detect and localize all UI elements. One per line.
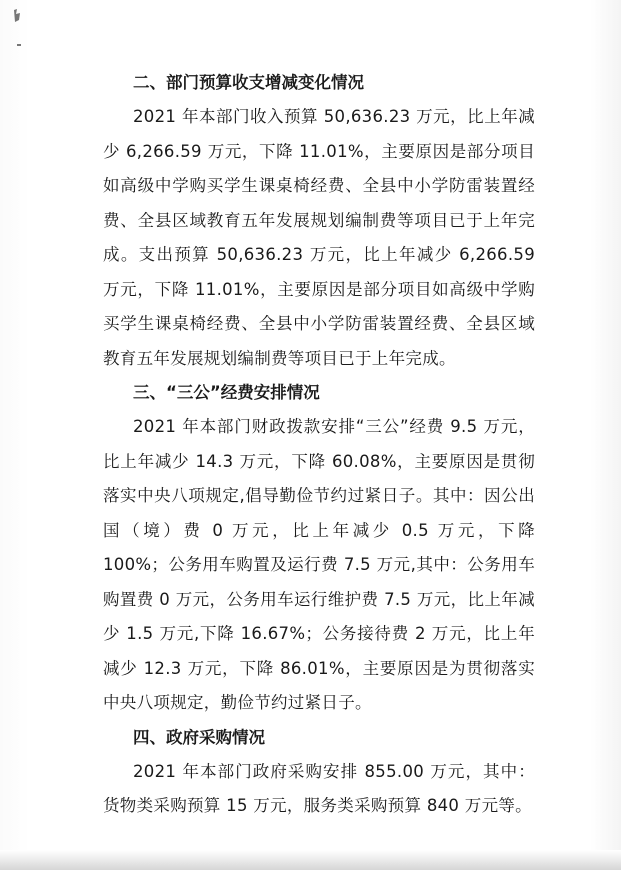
section-body-three-public-expenses: 2021 年本部门财政拨款安排“三公”经费 9.5 万元，比上年减少 14.3 万元，下降 60.08%，主要原因是贯彻落实中央八项规定,倡导勤俭节约过紧日子。其中：因公出国（境）费 0 万元，比上年减少 0.5 万元，下降 100%；公务用车购置及运行费 7.5 万元,其中：公务用车购置费 0 万元，公务用车运行维护费 7.5 万元，比上年减少 1.5 万元,下降 16.67%；公务接待费 2 万元，比上年减少 12.3 万元，下降 86.01%，主要原因是为贯彻落实中央八项规定，勤俭节约过紧日子。 (103, 417, 535, 712)
section-heading-budget-change: 二、部门预算收支增减变化情况 (133, 73, 364, 92)
section-heading-three-public-expenses: 三、“三公”经费安排情况 (133, 383, 320, 402)
scan-bottom-edge (0, 850, 621, 870)
scan-artifact-mark (12, 8, 22, 24)
section-heading-government-procurement: 四、政府采购情况 (133, 727, 265, 747)
scan-artifact-dot (17, 44, 21, 46)
section-body-government-procurement: 2021 年本部门政府采购安排 855.00 万元，其中：货物类采购预算 15 万元，服务类采购预算 840 万元等。 (103, 761, 535, 815)
document-content (103, 66, 535, 824)
section-body-budget-change: 2021 年本部门收入预算 50,636.23 万元，比上年减少 6,266.59 万元，下降 11.01%，主要原因是部分项目如高级中学购买学生课桌椅经费、全县中小学防雷装置经费、全县区域教育五年发展规划编制费等项目已于上年完成。支出预算 50,636.23 万元，比上年减少 6,266.59 万元，下降 11.01%，主要原因是部分项目如高级中学购买学生课桌椅经费、全县中小学防雷装置经费、全县区域教育五年发展规划编制费等项目已于上年完成。 (103, 107, 535, 368)
